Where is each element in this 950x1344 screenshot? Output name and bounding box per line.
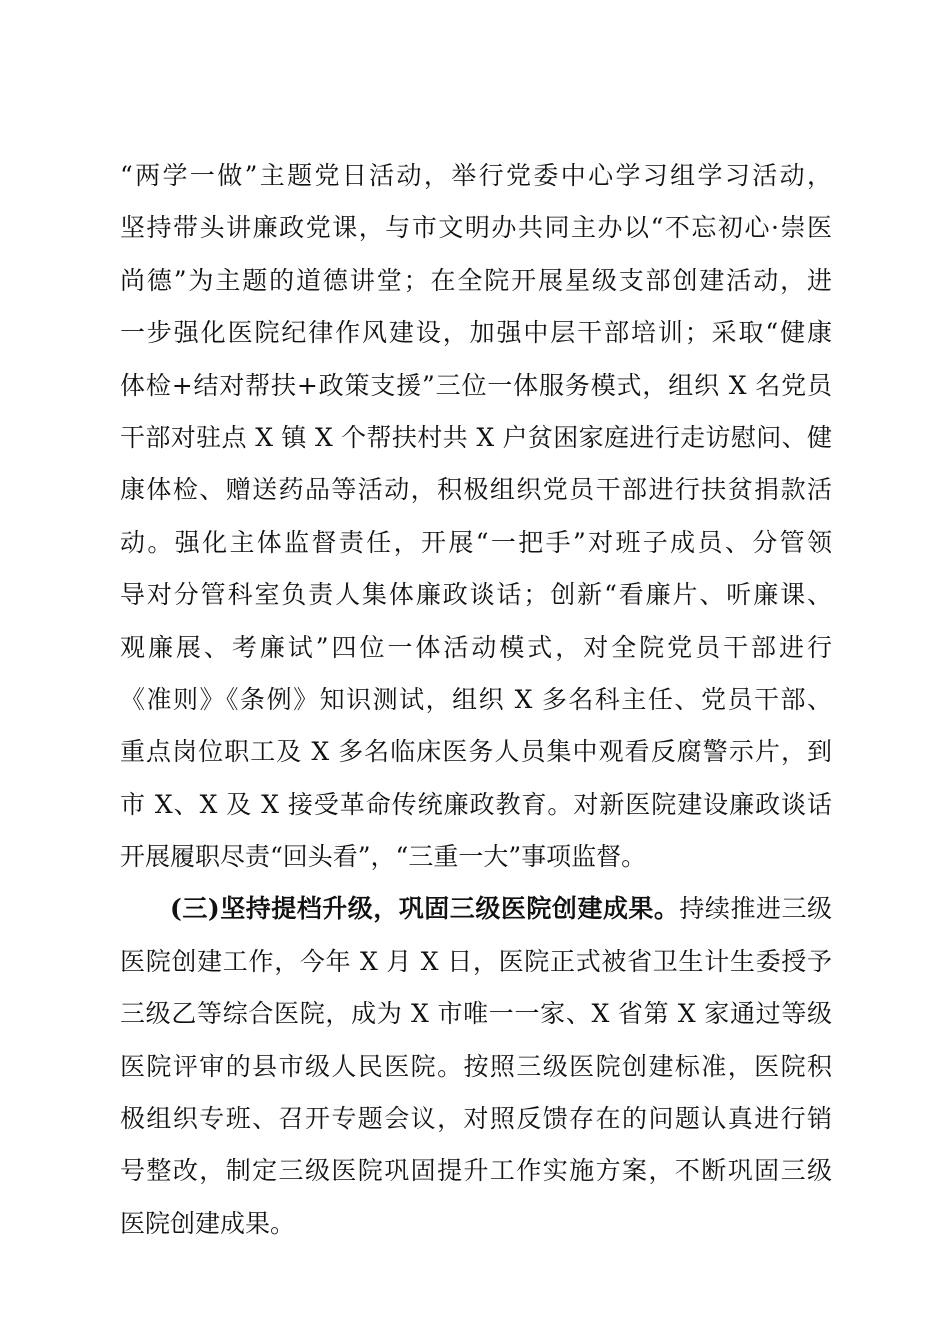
paragraph-line: “两学一做”主题党日活动，举行党委中心学习组学习活动，: [120, 161, 832, 190]
paragraph-line: 一步强化医院纪律作风建设，加强中层干部培训；采取“健康: [120, 318, 832, 348]
paragraph-line: 《准则》《条例》知识测试，组织 X 多名科主任、党员干部、: [120, 684, 832, 714]
paragraph-line: 坚持带头讲廉政党课，与市文明办共同主办以“不忘初心·崇医: [120, 213, 832, 243]
document-body: [120, 150, 832, 1250]
paragraph-line: 极组织专班、召开专题会议，对照反馈存在的问题认真进行销: [120, 1104, 832, 1134]
paragraph-line: 导对分管科室负责人集体廉政谈话；创新“看廉片、听廉课、: [120, 580, 832, 610]
paragraph-first-line: [120, 883, 832, 935]
paragraph-line: 体检+结对帮扶+政策支援”三位一体服务模式，组织 X 名党员: [120, 370, 832, 400]
paragraph-line: 医院创建成果。: [120, 1208, 296, 1238]
paragraph-line: 市 X、X 及 X 接受革命传统廉政教育。对新医院建设廉政谈话: [120, 789, 832, 819]
paragraph-line: 医院评审的县市级人民医院。按照三级医院创建标准，医院积: [120, 1051, 832, 1081]
paragraph-line: 重点岗位职工及 X 多名临床医务人员集中观看反腐警示片，到: [120, 737, 832, 767]
section-heading: (三)坚持提档升级，巩固三级医院创建成果。: [170, 894, 680, 924]
paragraph-line: 号整改，制定三级医院巩固提升工作实施方案，不断巩固三级: [120, 1156, 832, 1186]
paragraph-line: 观廉展、考廉试”四位一体活动模式，对全院党员干部进行: [120, 632, 832, 662]
paragraph-line: 尚德”为主题的道德讲堂；在全院开展星级支部创建活动，进: [120, 265, 832, 295]
paragraph-line: 动。强化主体监督责任，开展“一把手”对班子成员、分管领: [120, 527, 832, 557]
paragraph-party-building: [120, 150, 832, 883]
paragraph-line-rest: 持续推进三级: [679, 894, 832, 924]
paragraph-line: 三级乙等综合医院，成为 X 市唯一一家、X 省第 X 家通过等级: [120, 999, 832, 1029]
paragraph-line: 康体检、赠送药品等活动，积极组织党员干部进行扶贫捐款活: [120, 475, 832, 505]
paragraph-line: 医院创建工作，今年 X 月 X 日，医院正式被省卫生计生委授予: [120, 946, 832, 976]
paragraph-line: 开展履职尽责“回头看”，“三重一大”事项监督。: [120, 842, 647, 872]
paragraph-hospital-upgrade: [120, 883, 832, 1250]
paragraph-line: 干部对驻点 X 镇 X 个帮扶村共 X 户贫困家庭进行走访慰问、健: [120, 422, 832, 452]
